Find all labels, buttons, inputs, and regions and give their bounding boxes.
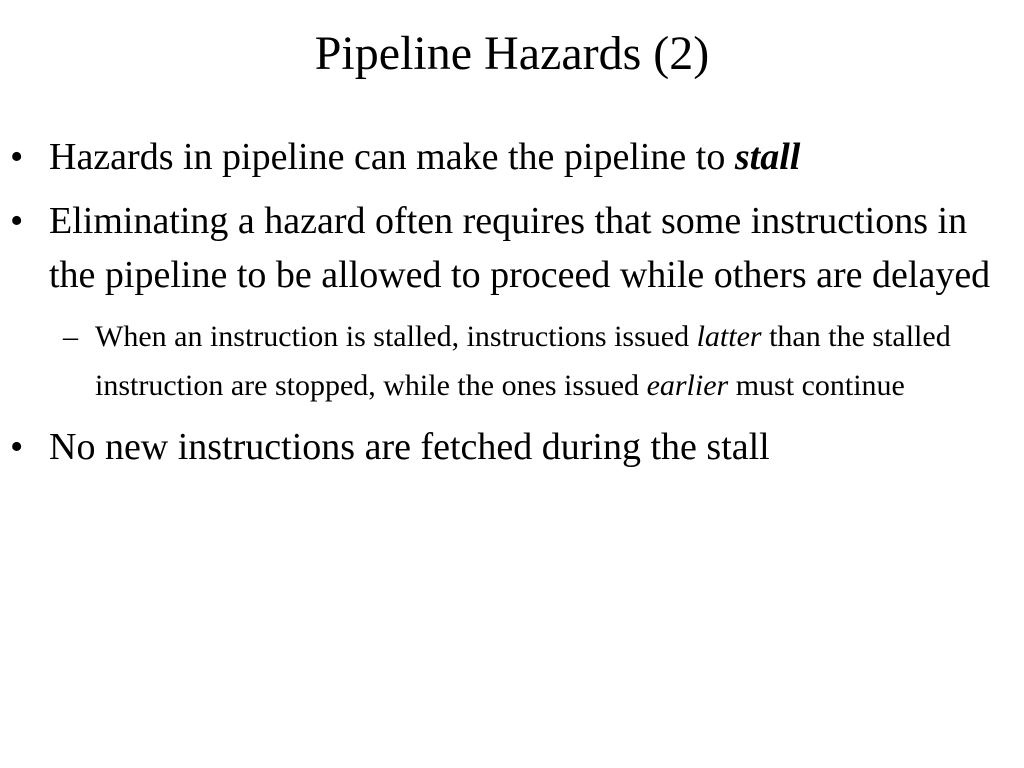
slide-title: Pipeline Hazards (2)	[314, 27, 710, 80]
bullet-item	[0, 130, 1024, 184]
sub-bullet-text: must continue	[728, 369, 905, 402]
bullet-text: Hazards in pipeline can make the pipeline to	[49, 136, 735, 178]
bullet-text: Eliminating a hazard often requires that some instructions in the pipeline to be allowed to proceed while others are delayed	[49, 200, 991, 296]
bullet-text: No new instructions are fetched during the stall	[49, 426, 770, 468]
sub-bullet-text: than the stalled instruction are stopped, while the ones issued	[95, 320, 951, 402]
sub-bullet-text: When an instruction is stalled, instructions issued	[95, 320, 697, 353]
slide-body	[0, 130, 1024, 484]
sub-bullet-item	[0, 312, 1024, 410]
bullet-icon: •	[10, 426, 24, 468]
bullet-item	[0, 420, 1024, 474]
sub-bullet-emphasis: latter	[696, 320, 762, 353]
sub-bullet-emphasis: earlier	[646, 369, 729, 402]
bullet-emphasis: stall	[734, 136, 801, 178]
dash-icon: –	[63, 320, 78, 353]
bullet-icon: •	[10, 200, 24, 242]
bullet-icon: •	[10, 136, 24, 178]
bullet-item	[0, 194, 1024, 302]
